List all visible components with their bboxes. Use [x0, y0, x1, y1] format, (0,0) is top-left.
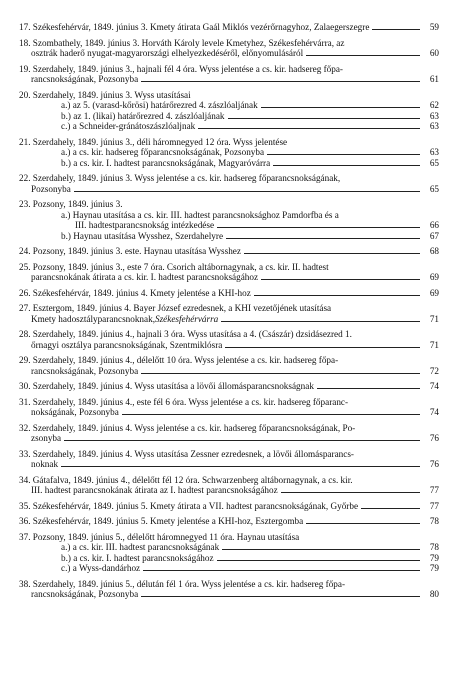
toc-entry [19, 262, 439, 283]
toc-line-text: noknak [31, 459, 59, 469]
toc-entry [19, 288, 439, 299]
toc-entry [19, 329, 439, 350]
page-number: 76 [429, 433, 439, 443]
toc-line [19, 158, 439, 169]
leader-line [74, 191, 420, 192]
page-number: 78 [429, 542, 439, 552]
leader-line [261, 107, 420, 108]
toc-line-text: Pozsonyba [31, 183, 71, 194]
toc-line-text: b.) a cs. kir. I. hadtest parancsnokságának, Magyaróvárra [61, 157, 271, 168]
toc-line [19, 516, 439, 527]
page-number: 63 [429, 121, 439, 131]
toc-line [19, 111, 439, 122]
toc-line [19, 553, 439, 564]
page-number: 79 [429, 552, 439, 563]
page-number: 79 [429, 563, 439, 573]
table-of-contents [19, 22, 439, 605]
leader-line [217, 560, 420, 561]
toc-entry [19, 532, 439, 574]
leader-line [244, 253, 420, 254]
toc-entry [19, 397, 439, 418]
toc-line-text: III. hadtestparancsnokság intézkedése [75, 220, 215, 230]
toc-line [19, 231, 439, 242]
toc-line-text: nokságának, Pozsonyba [31, 407, 119, 417]
page-number: 69 [429, 272, 439, 282]
toc-line-text: 34. Gátafalva, 1849. június 4., délelőtt fél 12 óra. Schwarzenberg altábornagynak, a cs. kir. [19, 474, 353, 485]
toc-entry [19, 475, 439, 496]
toc-entry [19, 90, 439, 132]
page-number: 65 [429, 183, 439, 194]
page-number: 62 [429, 100, 439, 110]
toc-entry [19, 579, 439, 600]
toc-line-text: 25. Pozsony, 1849. június 3., este 7 óra. Csorich altábornagynak, a cs. kir. II. hadtest [19, 261, 329, 272]
toc-line-text: 33. Szerdahely, 1849. június 4. Wyss utasítása Zessner ezredesnek, a lövői állomásparancs- [19, 448, 354, 459]
toc-line [19, 397, 439, 408]
toc-entry [19, 355, 439, 376]
toc-line-text: őrnagyi osztálya parancsnokságának, Szentmiklósra [31, 339, 223, 350]
toc-line-text: 26. Székesfehérvár, 1849. június 4. Kmety jelentése a KHI-hoz [19, 287, 251, 298]
toc-line-text: 19. Szerdahely, 1849. június 3., hajnali fél 4 óra. Wyss jelentése a cs. kir. hadsereg főpa- [19, 63, 343, 74]
leader-line [273, 165, 420, 166]
page-number: 80 [429, 589, 439, 599]
toc-entry [19, 64, 439, 85]
leader-line [372, 29, 420, 30]
toc-line [19, 542, 439, 553]
page-number: 76 [429, 459, 439, 469]
toc-line [19, 329, 439, 340]
toc-line-text: 35. Székesfehérvár, 1849. június 5. Kmety átirata a VII. hadtest parancsnokságának, Győrbe [19, 500, 359, 511]
toc-line [19, 199, 439, 210]
page-number: 65 [429, 157, 439, 168]
leader-line [267, 154, 420, 155]
toc-line [19, 272, 439, 283]
page-number: 63 [429, 110, 439, 121]
toc-line-text: 22. Szerdahely, 1849. június 3. Wyss jelentése a cs. kir. hadsereg főparancsnokságának, [19, 173, 341, 183]
toc-line-text: a.) a cs. kir. III. hadtest parancsnokságának [61, 542, 220, 552]
toc-line [19, 407, 439, 418]
toc-line [19, 314, 439, 325]
page-number: 61 [429, 74, 439, 84]
toc-entry [19, 38, 439, 59]
page-number: 59 [429, 22, 439, 32]
leader-line [254, 295, 420, 296]
toc-line [19, 449, 439, 460]
toc-line-text: 27. Esztergom, 1849. június 4. Bayer József ezredesnek, a KHI vezetőjének utasítása [19, 303, 332, 313]
toc-line [19, 137, 439, 148]
toc-entry [19, 137, 439, 169]
toc-entry [19, 22, 439, 33]
toc-line-text: 17. Székesfehérvár, 1849. június 3. Kmety átirata Gaál Miklós vezérőrnagyhoz, Zalaegerszegre [19, 22, 370, 32]
leader-line [143, 570, 420, 571]
toc-line-text: Kmety hadosztályparancsnoknak, [31, 313, 155, 324]
toc-line-text: 31. Szerdahely, 1849. június 4., este fél 6 óra. Wyss jelentése a cs. kir. hadsereg főparanc- [19, 396, 349, 407]
toc-line [19, 74, 439, 85]
page-number: 78 [429, 516, 439, 526]
toc-entry [19, 173, 439, 194]
toc-line-text: 21. Szerdahely, 1849. június 3., déli háromnegyed 12 óra. Wyss jelentése [19, 136, 288, 147]
page-number: 71 [429, 313, 439, 324]
page-number: 66 [429, 220, 439, 230]
toc-entry [19, 423, 439, 444]
toc-entry [19, 303, 439, 324]
toc-line [19, 423, 439, 434]
leader-line [222, 549, 420, 550]
toc-line-text: b.) a cs. kir. I. hadtest parancsnokságához [61, 552, 214, 563]
toc-line-text: 38. Szerdahely, 1849. június 5., délután fél 1 óra. Wyss jelentése a cs. kir. hadsereg főpa- [19, 578, 346, 589]
toc-line [19, 147, 439, 158]
toc-line-text: a.) a cs. kir. hadsereg főparancsnokságának, Pozsonyba [61, 147, 265, 157]
toc-line-text: rancsnokságának, Pozsonyba [31, 365, 139, 376]
toc-line-text: 20. Szerdahely, 1849. június 3. Wyss utasításai [19, 89, 191, 100]
page-number: 72 [429, 365, 439, 376]
toc-line-text: a.) Haynau utasítása a cs. kir. III. hadtest parancsnoksághoz Pamdorfba és a [61, 209, 339, 220]
toc-line-text: osztrák haderő nyugat-magyarországi elhelyezkedéséről, előnyomulásáról [31, 48, 304, 58]
toc-line-italic: Székesfehérvárra [155, 313, 219, 324]
toc-entry [19, 516, 439, 527]
toc-line-text: 18. Szombathely, 1849. június 3. Horváth Károly levele Kmetyhez, Székesfehérvárra, az [19, 37, 345, 48]
page-number: 74 [429, 407, 439, 417]
toc-line [19, 173, 439, 184]
leader-line [361, 508, 420, 509]
page-number: 77 [429, 485, 439, 495]
leader-line [306, 523, 420, 524]
page-number: 77 [429, 500, 439, 511]
toc-line-text: zsonyba [31, 433, 62, 443]
toc-line [19, 100, 439, 111]
toc-line-text: 24. Pozsony, 1849. június 3. este. Haynau utasítása Wysshez [19, 246, 241, 256]
toc-line-text: 37. Pozsony, 1849. június 5., délelőtt háromnegyed 11 óra. Haynau utasítása [19, 531, 300, 542]
toc-line-text: parancsnokának átirata a cs. kir. I. hadtest parancsnokságához [31, 272, 259, 282]
toc-line [19, 220, 439, 231]
toc-line-text: b.) az 1. (likai) határőrezred 4. zászlóaljának [61, 110, 225, 121]
leader-line [61, 466, 420, 467]
toc-line-text: 28. Szerdahely, 1849. június 4., hajnali 3 óra. Wyss utasítása a 4. (Császár) dzsidásezred 1. [19, 329, 352, 339]
leader-line [261, 279, 420, 280]
page-number: 60 [429, 48, 439, 58]
toc-line-text: 30. Szerdahely, 1849. június 4. Wyss utasítása a lövői állomásparancsnokságnak [19, 381, 314, 391]
leader-line [141, 373, 420, 374]
toc-line-text: 32. Szerdahely, 1849. június 4. Wyss jelentése a cs. kir. hadsereg főparancsnokságának, Po- [19, 422, 356, 433]
toc-line [19, 303, 439, 314]
page-number: 68 [429, 246, 439, 256]
leader-line [281, 492, 420, 493]
toc-line-text: c.) a Wyss-dandárhoz [61, 563, 141, 573]
toc-line [19, 210, 439, 221]
toc-line [19, 288, 439, 299]
toc-line-text: III. hadtest parancsnokának átirata az I. hadtest parancsnokságához [31, 485, 278, 495]
toc-line [19, 48, 439, 59]
toc-entry [19, 246, 439, 257]
toc-line [19, 90, 439, 101]
toc-line [19, 579, 439, 590]
toc-line-text: a.) az 5. (varasd-kőrösi) határőrezred 4. zászlóaljának [61, 100, 258, 110]
toc-entry [19, 199, 439, 241]
leader-line [198, 128, 420, 129]
toc-line-text: 29. Szerdahely, 1849. június 4., délelőtt 10 óra. Wyss jelentése a cs. kir. hadsereg főpa- [19, 355, 339, 365]
page-number: 69 [429, 287, 439, 298]
toc-line [19, 121, 439, 132]
toc-line [19, 459, 439, 470]
toc-line [19, 38, 439, 49]
toc-line [19, 355, 439, 366]
toc-line [19, 563, 439, 574]
page-number: 71 [429, 339, 439, 350]
toc-line [19, 64, 439, 75]
toc-line [19, 366, 439, 377]
toc-entry [19, 501, 439, 512]
toc-line [19, 340, 439, 351]
page-number: 74 [429, 381, 439, 391]
leader-line [228, 118, 421, 119]
leader-line [217, 227, 420, 228]
toc-line-text: c.) a Schneider-gránátoszászlóaljnak [61, 121, 196, 131]
toc-entry [19, 381, 439, 392]
toc-line-text: 36. Székesfehérvár, 1849. június 5. Kmety jelentése a KHI-hoz, Esztergomba [19, 516, 304, 526]
toc-line [19, 485, 439, 496]
toc-entry [19, 449, 439, 470]
leader-line [221, 321, 420, 322]
toc-line-text: rancsnokságának, Pozsonyba [31, 589, 139, 599]
page-number: 67 [429, 230, 439, 241]
leader-line [122, 414, 420, 415]
toc-line [19, 184, 439, 195]
leader-line [306, 55, 420, 56]
toc-line [19, 589, 439, 600]
toc-line [19, 433, 439, 444]
toc-line [19, 381, 439, 392]
toc-line-text: b.) Haynau utasítása Wysshez, Szerdahelyre [61, 230, 224, 241]
toc-line [19, 501, 439, 512]
leader-line [225, 347, 420, 348]
leader-line [226, 238, 420, 239]
leader-line [317, 388, 420, 389]
toc-line [19, 532, 439, 543]
toc-line [19, 246, 439, 257]
leader-line [141, 81, 420, 82]
toc-line [19, 262, 439, 273]
leader-line [64, 440, 420, 441]
page-number: 63 [429, 147, 439, 157]
toc-line-text: 23. Pozsony, 1849. június 3. [19, 199, 123, 209]
toc-line [19, 22, 439, 33]
leader-line [141, 596, 420, 597]
toc-line-text: rancsnokságának, Pozsonyba [31, 74, 139, 84]
toc-line [19, 475, 439, 486]
